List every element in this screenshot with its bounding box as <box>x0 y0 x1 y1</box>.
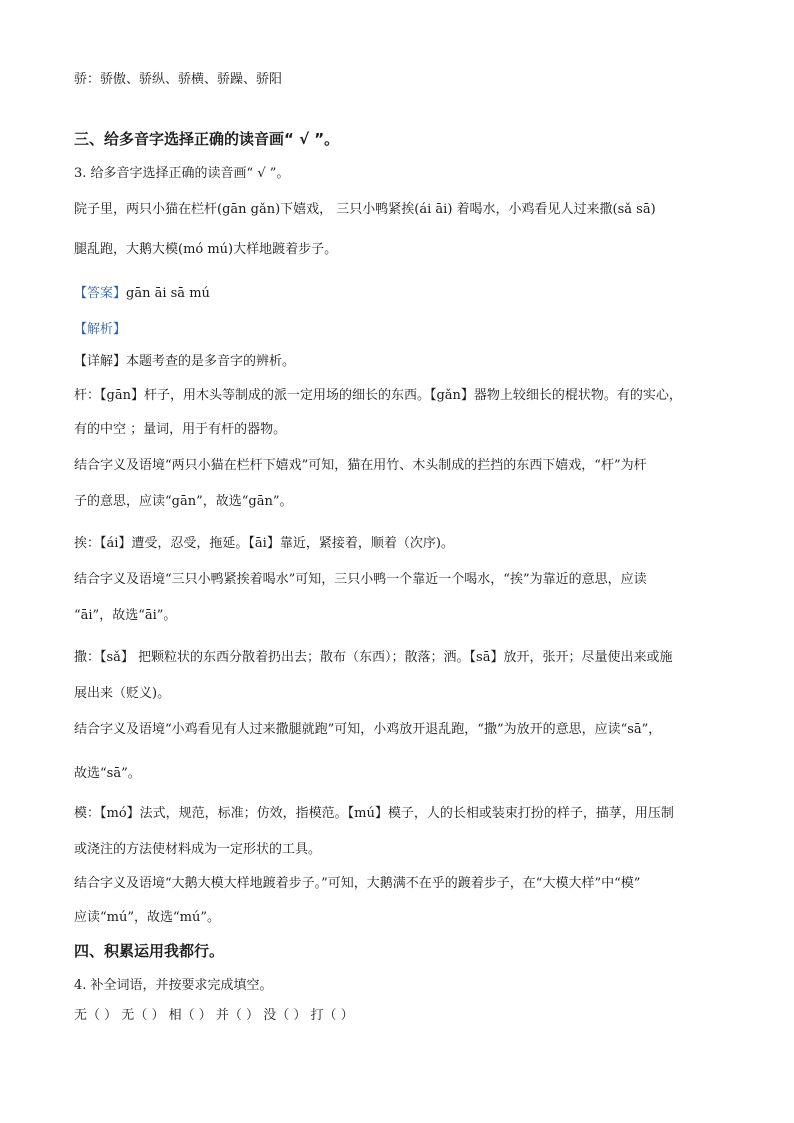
word-blank[interactable]: （ ） <box>323 1008 354 1023</box>
gan-context-line-2: 子的意思，应读“gān”，故选“gān”。 <box>74 494 293 509</box>
question-3-prompt: 3. 给多音字选择正确的读音画“ √ ”。 <box>74 166 290 181</box>
word-char: 没 <box>263 1008 277 1023</box>
gan-definition-line-1: 杆：【gān】杆子，用木头等制成的派一定用场的细长的东西。【gǎn】器物上较细长的棍状物。有的实心， <box>74 388 682 403</box>
answer-tag: 【答案】 <box>74 286 127 301</box>
word-blank[interactable]: （ ） <box>276 1008 307 1023</box>
word-char: 无 <box>121 1008 135 1023</box>
answer-text: gān āi sā mú <box>126 286 210 301</box>
word-blank[interactable]: （ ） <box>87 1008 118 1023</box>
passage-line-2: 腿乱跑，大鹅大模(mó mú)大样地踱着步子。 <box>74 242 338 257</box>
gan-definition-line-2: 有的中空 ；量词，用于有杆的器物。 <box>74 422 287 437</box>
previous-answer-line: 骄：骄傲、骄纵、骄横、骄躁、骄阳 <box>74 72 283 87</box>
sa-context-line-1: 结合字义及语境“小鸡看见有人过来撒腿就跑”可知，小鸡放开退乱跑，“撒”为放开的意思，应读“sā”， <box>74 722 662 737</box>
section-4-heading: 四、积累运用我都行。 <box>74 942 225 960</box>
word-blank[interactable]: （ ） <box>228 1008 260 1023</box>
analysis-tag: 【解析】 <box>74 322 127 337</box>
fill-blank-row <box>74 1004 734 1023</box>
answer-line <box>74 282 734 301</box>
ai-context-line-1: 结合字义及语境“三只小鸭紧挨着喝水”可知，三只小鸭一个靠近一个喝水，“挨”为靠近的意思，应读 <box>74 572 647 587</box>
word-char: 无 <box>74 1008 88 1023</box>
mo-context-line-1: 结合字义及语境“大鹅大模大样地踱着步子。”可知，大鹅满不在乎的踱着步子，在“大模大样”中“模” <box>74 876 641 891</box>
ai-context-line-2: “āi”，故选“āi”。 <box>74 608 177 623</box>
ai-definition-line: 挨：【ái】遭受，忍受，拖延。【āi】靠近，紧接着，顺着（次序)。 <box>74 536 454 551</box>
word-blank[interactable]: （ ） <box>181 1008 212 1023</box>
detail-line: 【详解】本题考查的是多音字的辨析。 <box>74 354 296 369</box>
mo-definition-line-1: 模：【mó】法式，规范，标准；仿效，指模范。【mú】模子，人的长相或装束打扮的样子，描莩，用压制 <box>74 806 674 821</box>
sa-definition-line-1: 撒：【sǎ】 把颗粒状的东西分散着扔出去；散布（东西）；散落；洒。【sā】放开，张开；尽量使出来或施 <box>74 650 673 665</box>
gan-context-line-1: 结合字义及语境“两只小猫在栏杆下嬉戏”可知，猫在用竹、木头制成的拦挡的东西下嬉戏，“杆”为杆 <box>74 458 647 473</box>
sa-context-line-2: 故选“sā”。 <box>74 766 141 781</box>
question-4-prompt: 4. 补全词语，并按要求完成填空。 <box>74 978 273 993</box>
word-char: 打 <box>310 1008 324 1023</box>
word-char: 相 <box>168 1008 182 1023</box>
passage-line-1: 院子里，两只小猫在栏杆(gān gǎn)下嬉戏， 三只小鸭紧挨(ái āi) 着喝水，小鸡看见人过来撒(sǎ sā) <box>74 202 656 217</box>
word-char: 并 <box>215 1008 229 1023</box>
mo-definition-line-2: 或浇注的方法使材料成为一定形状的工具。 <box>74 842 322 857</box>
mo-context-line-2: 应读“mú”，故选“mú”。 <box>74 910 220 925</box>
section-3-heading: 三、给多音字选择正确的读音画“ √ ”。 <box>74 130 340 148</box>
sa-definition-line-2: 展出来（贬义)。 <box>74 686 171 701</box>
word-blank[interactable]: （ ） <box>134 1008 165 1023</box>
